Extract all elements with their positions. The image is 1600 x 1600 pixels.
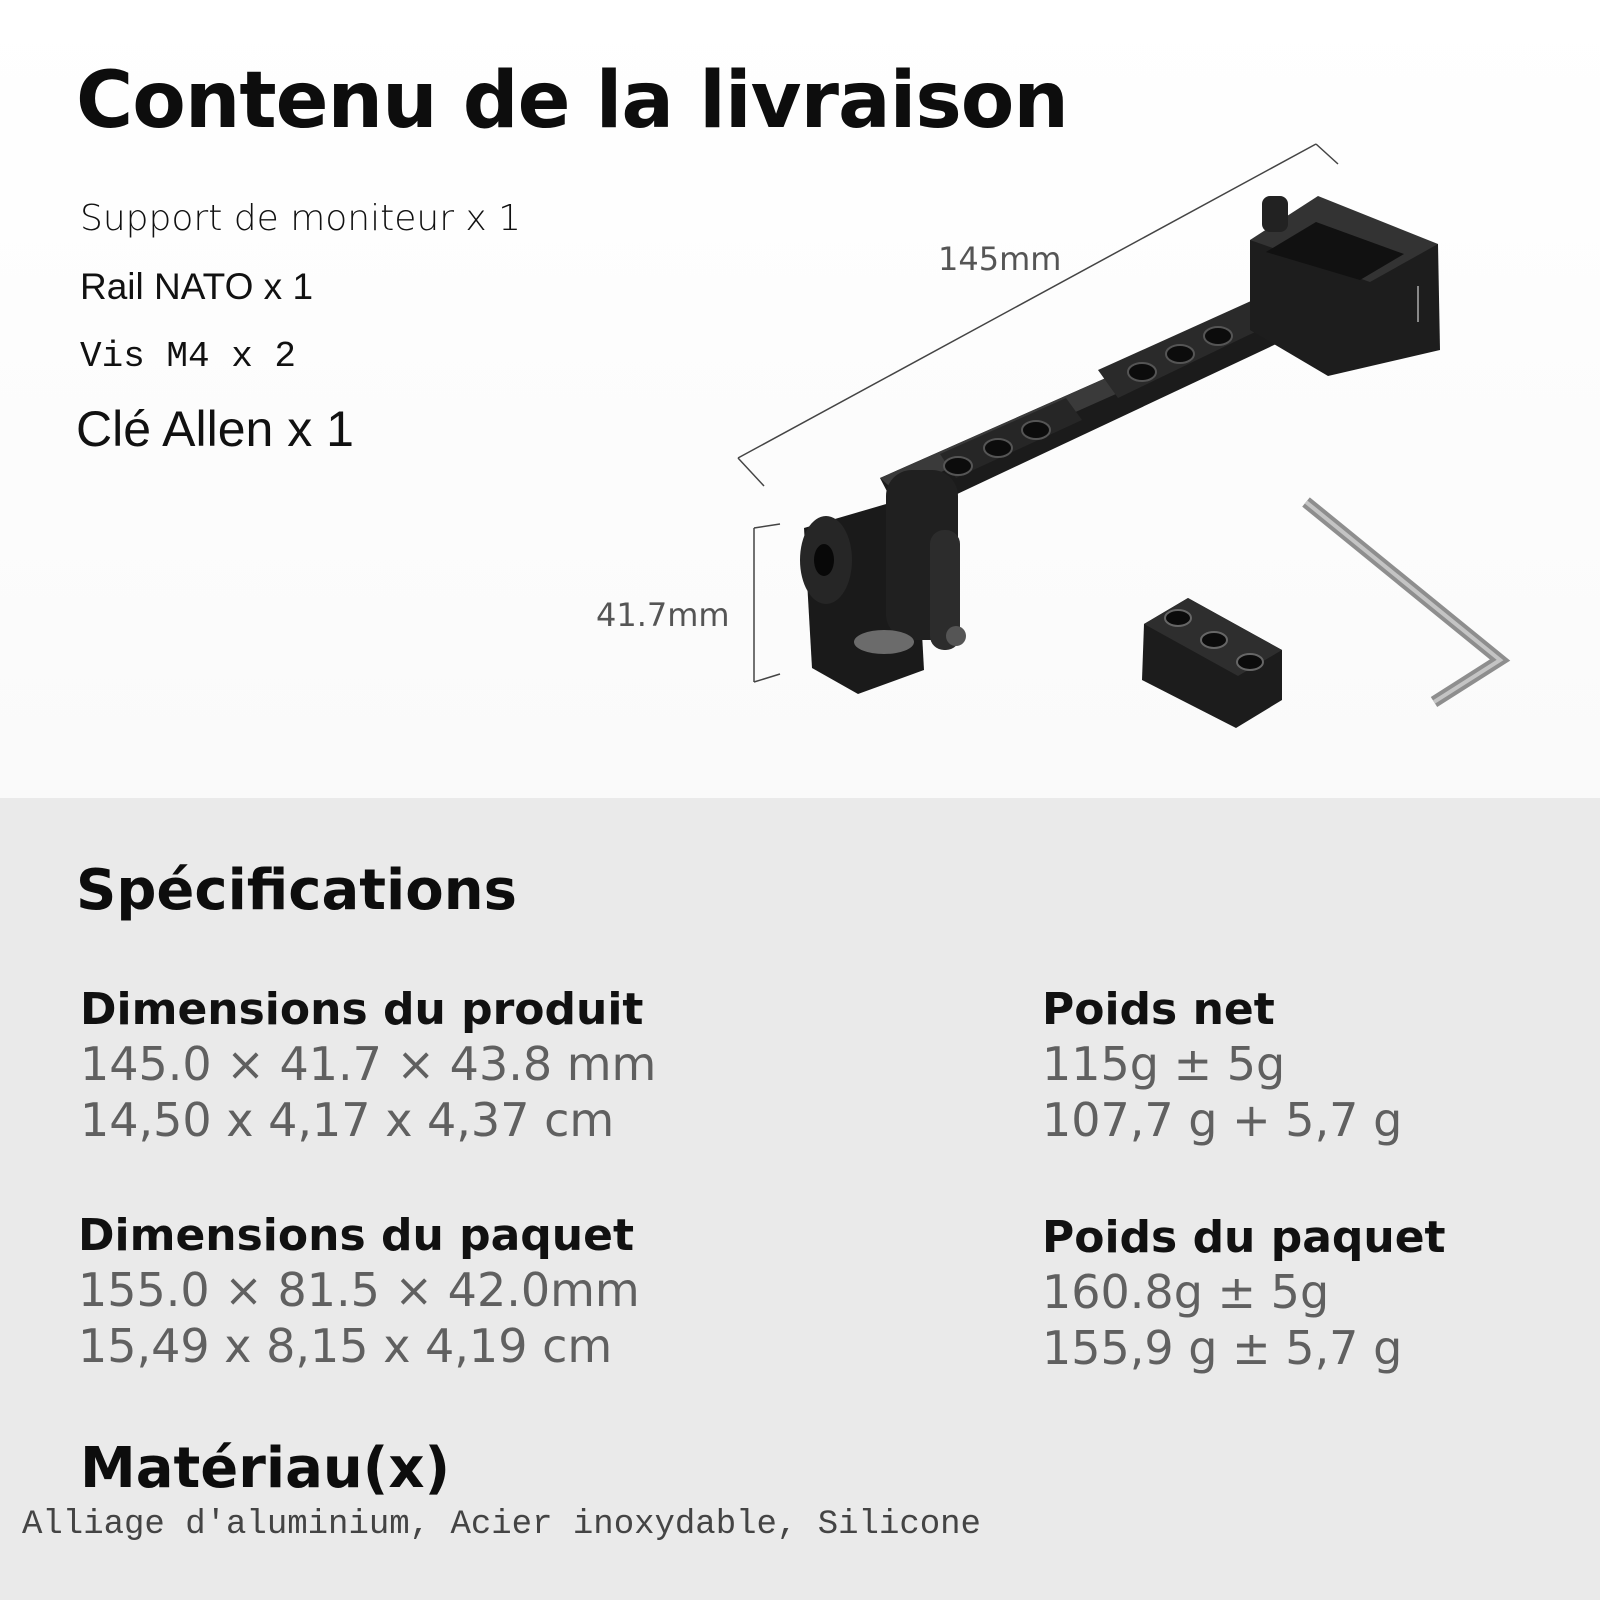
material-title: Matériau(x) (80, 1436, 451, 1501)
net-weight-block (1042, 984, 1402, 1148)
package-weight-block (1042, 1212, 1446, 1376)
package-dimensions-cm: 15,49 x 8,15 x 4,19 cm (78, 1319, 613, 1373)
net-weight-value-2: 107,7 g + 5,7 g (1042, 1093, 1403, 1147)
package-weight-value-2: 155,9 g ± 5,7 g (1042, 1321, 1403, 1375)
delivery-item-m4-screws: Vis M4 x 2 (80, 336, 297, 377)
package-weight-label: Poids du paquet (1042, 1212, 1446, 1263)
specifications-title: Spécifications (76, 858, 517, 923)
package-dimensions-mm: 155.0 × 81.5 × 42.0mm (78, 1263, 640, 1317)
length-dimension-label: 145mm (938, 240, 1062, 278)
product-dimensions-label: Dimensions du produit (80, 984, 644, 1035)
package-dimensions-block (78, 1210, 640, 1374)
allen-key (1306, 502, 1500, 702)
package-dimensions-label: Dimensions du paquet (78, 1210, 634, 1261)
monitor-support-bracket (800, 196, 1440, 694)
material-value: Alliage d'aluminium, Acier inoxydable, Silicone (22, 1506, 981, 1544)
product-dimensions-mm: 145.0 × 41.7 × 43.8 mm (80, 1037, 657, 1091)
height-dimension-line (754, 524, 780, 682)
product-dimensions-block (80, 984, 656, 1148)
height-dimension-label: 41.7mm (596, 596, 730, 634)
delivery-item-nato-rail: Rail NATO x 1 (80, 266, 314, 307)
delivery-item-allen-key: Clé Allen x 1 (76, 401, 354, 457)
net-weight-label: Poids net (1042, 984, 1275, 1035)
product-dimensions-cm: 14,50 x 4,17 x 4,37 cm (80, 1093, 615, 1147)
delivery-title: Contenu de la livraison (76, 56, 1068, 146)
nato-rail-piece (1142, 598, 1282, 728)
package-weight-value-1: 160.8g ± 5g (1042, 1265, 1330, 1319)
delivery-item-monitor-support: Support de moniteur x 1 (80, 198, 522, 239)
net-weight-value-1: 115g ± 5g (1042, 1037, 1286, 1091)
